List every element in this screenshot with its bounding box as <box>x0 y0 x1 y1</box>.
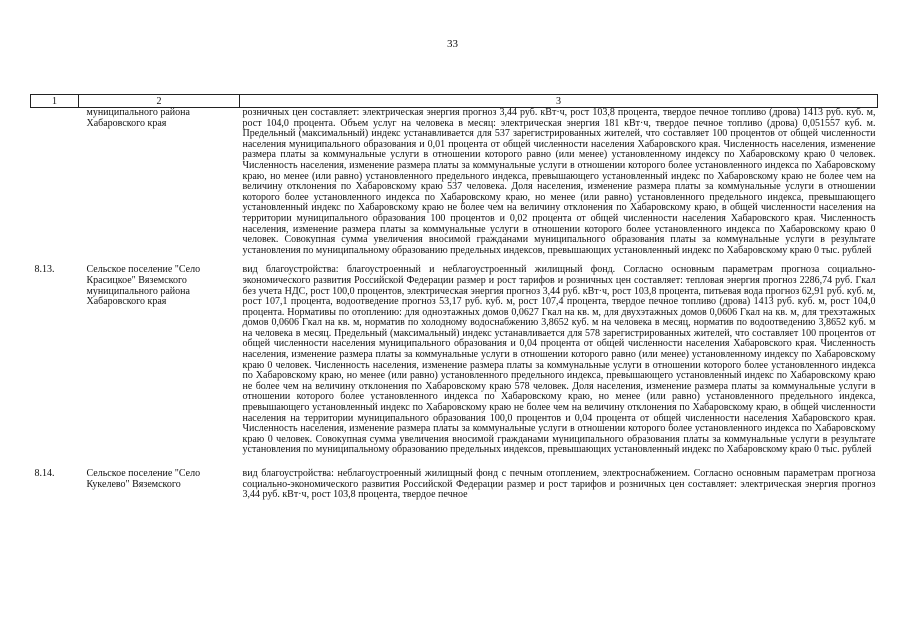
table-row <box>31 108 878 257</box>
row-description: розничных цен составляет: электрическая энергия прогноз 3,44 руб. кВт·ч, рост 103,8 процента, твердое печное топливо (дрова) 1413 руб. куб. м, рост 104,0 процента. Объем услуг на человека в месяц: электрическая энергия 181 кВт·ч, твердое печное топливо (дрова) 0,051557 куб. м. Предельный (максимальный) индекс устанавливается для 537 зарегистрированных жителей, что составляет 100 процентов от общей численности населения муниципального образования и 0,01 процента от общей численности населения Хабаровского края. Численность населения, изменение размера платы за коммунальные услуги в отношении которого равно (или менее) установленному индексу по Хабаровскому краю 0 человек. Численность населения, изменение размера платы за коммунальные услуги в отношении которого более установленного индекса по Хабаровскому краю, но менее (или равно) установленного предельного индекса, превышающего установленный индекс по Хабаровскому краю не более чем на величину отклонения по Хабаровскому краю 537 человека. Доля населения, изменение размера платы за коммунальные услуги в отношении которого более установленного индекса по Хабаровскому краю, но менее (или равно) установленного предельного индекса, превышающего установленный индекс по Хабаровскому краю не более чем на величину отклонения по Хабаровскому краю, в общей численности населения на территории муниципального образования 100 процентов и 0,02 процента от общей численности населения Хабаровского края. Численность населения, изменение размера платы за коммунальные услуги в отношении которого более установленного индекса по Хабаровскому краю 0 человек. Совокупная сумма увеличения вносимой гражданами муниципального образования платы за коммунальные услуги в результате установления по муниципальному образованию предельных индексов, превышающих установленный индекс по Хабаровскому краю 0 тыс. рублей <box>242 107 876 256</box>
row-number: 8.14. <box>34 468 55 479</box>
column-header-2: 2 <box>79 95 240 108</box>
row-description: вид благоустройства: благоустроенный и неблагоустроенный жилищный фонд. Согласно основным параметрам прогноза социально-экономического развития Российской Федерации размер и рост тарифов и розничных цен составляет: тепловая энергия прогноз 2286,74 руб. Гкал без учета НДС, рост 100,0 процентов, электрическая энергия прогноз 3,44 руб. кВт·ч, рост 103,8 процента, питьевая вода прогноз 62,91 руб. куб. м, рост 107,1 процента, водоотведение прогноз 53,17 руб. куб. м, рост 107,4 процента, твердое печное топливо (дрова) 1413 руб. куб. м, рост 104,0 процента. Нормативы по отоплению: для одноэтажных домов 0,0627 Гкал на кв. м, для двухэтажных домов 0,0606 Гкал на кв. м, для трехэтажных домов 0,0606 Гкал на кв. м, норматив по холодному водоснабжению 3,8652 куб. м на человека в месяц, норматив по водоотведению 3,8652 куб. м на человека в месяц. Предельный (максимальный) индекс устанавливается для 578 зарегистрированных жителей, что составляет 100 процентов от общей численности населения муниципального образования и 0,04 процента от общей численности населения Хабаровского края. Численность населения, изменение размера платы за коммунальные услуги в отношении которого равно (или менее) установленному индексу по Хабаровскому краю 0 человек. Численность населения, изменение размера платы за коммунальные услуги в отношении которого более установленного индекса по Хабаровскому краю, но менее (или равно) установленного предельного индекса, превышающего установленный индекс по Хабаровскому краю не более чем на величину отклонения по Хабаровскому краю 578 человек. Доля населения, изменение размера платы за коммунальные услуги в отношении которого более установленного индекса по Хабаровскому краю, но менее (или равно) установленного предельного индекса, превышающего установленный индекс по Хабаровскому краю не более чем на величину отклонения по Хабаровскому краю, в общей численности населения на территории муниципального образования 100,0 процентов и 0,04 процента от общей численности населения Хабаровского края. Численность населения, изменение размера платы за коммунальные услуги в отношении которого более установленного индекса по Хабаровскому краю 0 человек. Совокупная сумма увеличения вносимой гражданами муниципального образования платы за коммунальные услуги в результате установления по муниципальному образованию предельных индексов, превышающих установленный индекс по Хабаровскому краю 0 тыс. рублей <box>242 264 876 456</box>
row-description: вид благоустройства: неблагоустроенный жилищный фонд с печным отоплением, электроснабжением. Согласно основным параметрам прогноза социально-экономического развития Российской Федерации размер и рост тарифов и розничных цен составляет: электрическая энергия прогноз 3,44 руб. кВт·ч, рост 103,8 процента, твердое печное <box>242 468 876 501</box>
table-header <box>31 95 878 108</box>
header-row <box>31 95 878 108</box>
municipality-name: Сельское поселение "Село Кукелево" Вяземского <box>86 468 201 490</box>
table-row <box>31 265 878 456</box>
municipality-name: муниципального района Хабаровского края <box>86 107 190 129</box>
table-row <box>31 469 878 501</box>
row-number: 8.13. <box>34 264 55 276</box>
tariff-table <box>30 94 878 501</box>
column-header-1: 1 <box>31 95 79 108</box>
table-body <box>31 108 878 501</box>
page-number: 33 <box>447 38 458 50</box>
column-header-3: 3 <box>240 95 878 108</box>
row-number <box>31 108 79 257</box>
municipality-name: Сельское поселение "Село Красицкое" Вяземского муниципального района Хабаровского края <box>86 264 201 308</box>
